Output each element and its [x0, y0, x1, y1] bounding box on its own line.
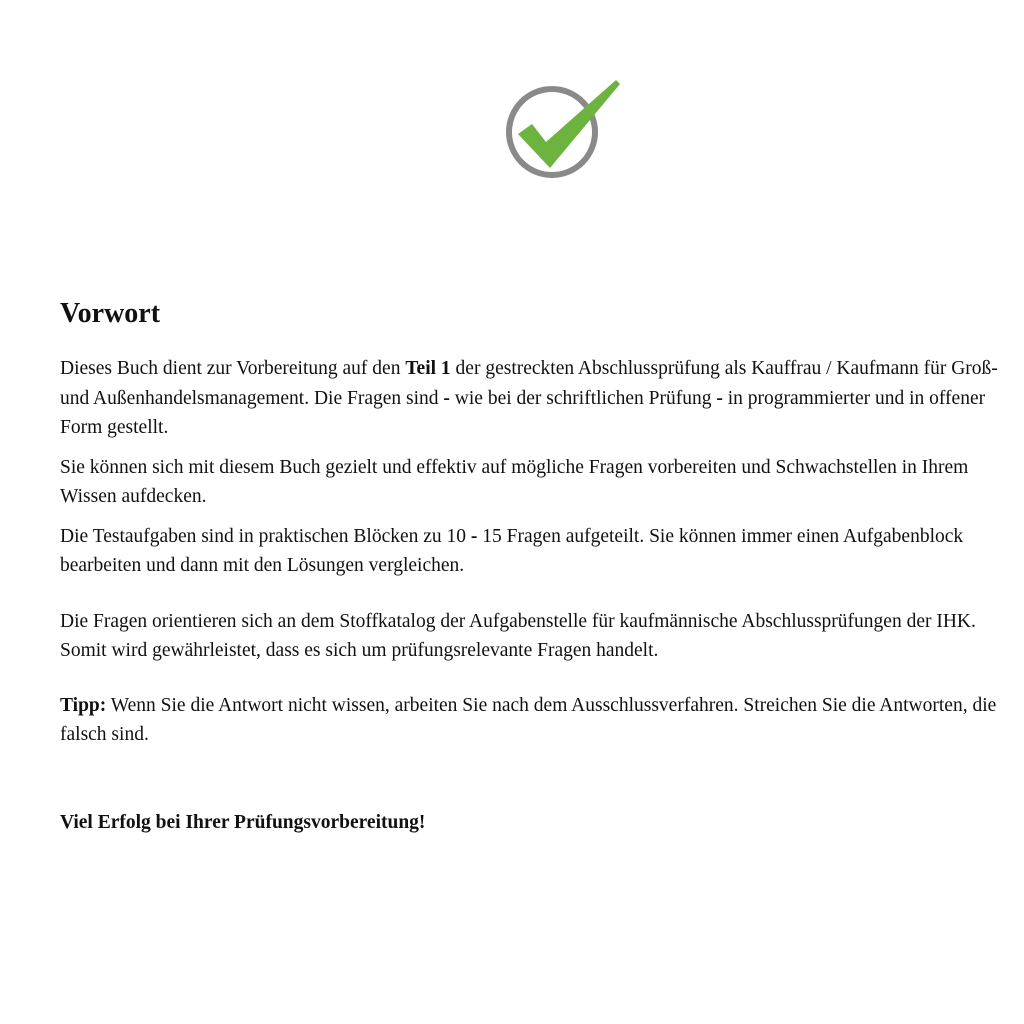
checkmark-logo-svg [498, 76, 626, 184]
intro-text-middle: wie bei der schriftlichen Prüfung [449, 387, 717, 409]
intro-dash-1: - [443, 387, 450, 409]
blocks-text-before: Die Testaufgaben sind in praktischen Blöcken zu 10 [60, 525, 471, 547]
checkmark-circle-icon [498, 76, 626, 184]
paragraph-preparation: Sie können sich mit diesem Buch gezielt und effektiv auf mögliche Fragen vorbereiten und Schwachstellen in Ihrem Wissen aufdecken. [60, 456, 969, 507]
intro-bold-part: Teil 1 [405, 358, 451, 379]
paragraph-tip [60, 691, 1010, 750]
intro-text-after: der gestreckten Abschlussprüfung als Kauffrau / Kaufmann für Groß- und Außenhandelsmanagement. Die Fragen sind [60, 358, 998, 409]
paragraph-catalog: Die Fragen orientieren sich an dem Stoffkatalog der Aufgabenstelle für kaufmännische Abschlussprüfungen der IHK. Somit wird gewährleistet, dass es sich um prüfungsrelevante Fragen handelt. [60, 610, 976, 661]
page-title: Vorwort [60, 298, 161, 329]
preface-section [60, 296, 1010, 837]
paragraph-blocks [60, 522, 1010, 581]
intro-text-before: Dieses Buch dient zur Vorbereitung auf den [60, 358, 406, 379]
closing-line: Viel Erfolg bei Ihrer Prüfungsvorbereitung! [60, 811, 426, 833]
blocks-text-after: 15 Fragen aufgeteilt. Sie können immer einen Aufgabenblock bearbeiten und dann mit den Lösungen vergleichen. [60, 525, 964, 576]
intro-dash-2: - [716, 387, 723, 409]
blocks-dash: - [470, 525, 478, 547]
intro-text-end: in programmierter und in offener Form gestellt. [60, 387, 986, 438]
tip-label: Tipp: [60, 694, 107, 716]
tip-text: Wenn Sie die Antwort nicht wissen, arbeiten Sie nach dem Ausschlussverfahren. Streichen Sie die Antworten, die falsch sind. [60, 694, 997, 745]
paragraph-intro [60, 354, 1010, 443]
